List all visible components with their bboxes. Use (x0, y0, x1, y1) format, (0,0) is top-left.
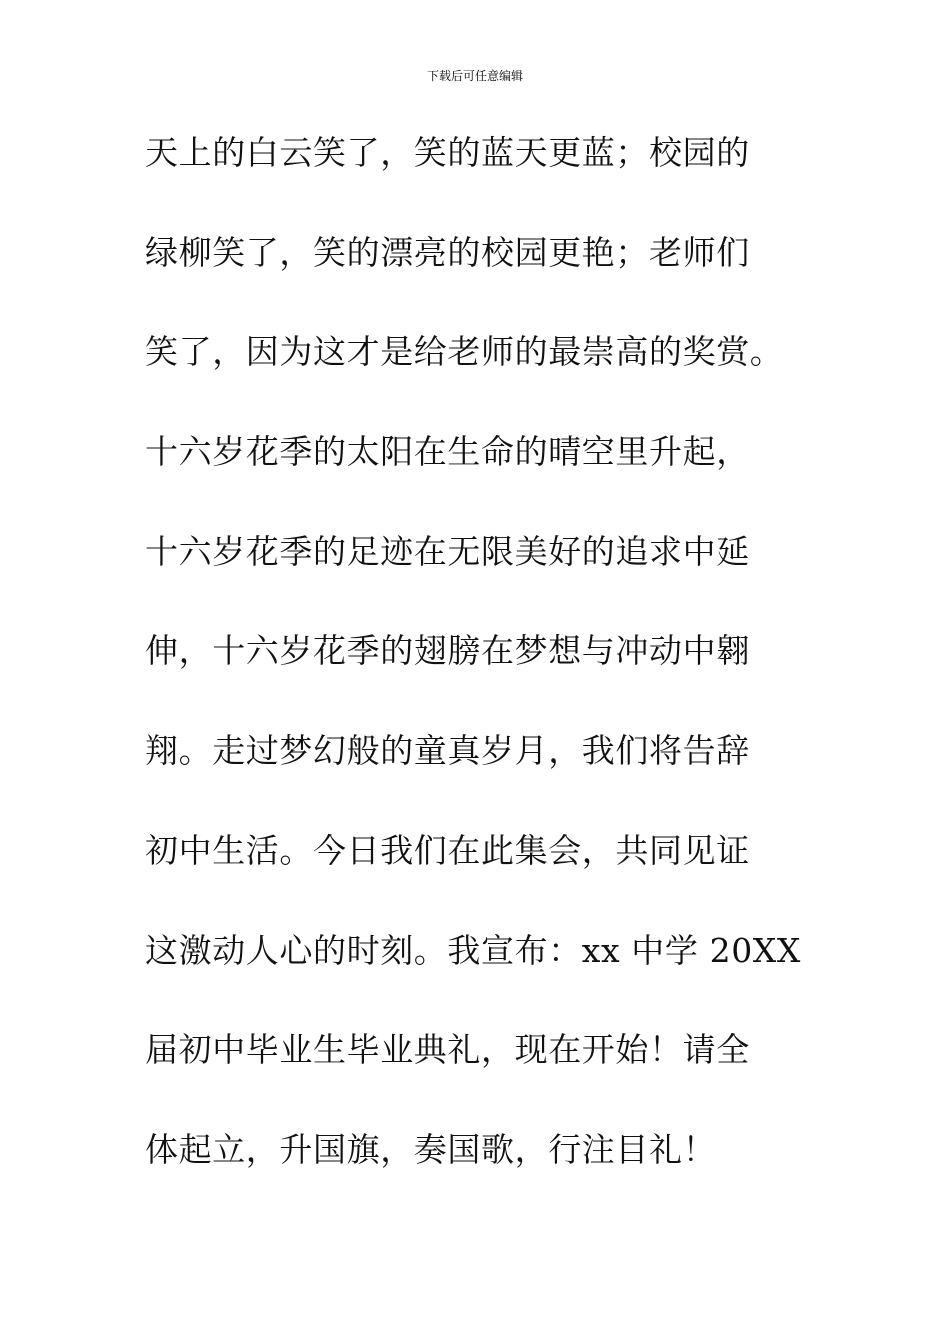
text-line: 十六岁花季的太阳在生命的晴空里升起， (145, 432, 750, 472)
text-line: 体起立，升国旗，奏国歌，行注目礼！ (145, 1129, 717, 1169)
text-line: 笑了，因为这才是给老师的最崇高的奖赏。 (145, 332, 784, 372)
header-note: 下载后可任意编辑 (426, 69, 523, 83)
text-line: 这激动人心的时刻。我宣布：xx 中学 20XX (145, 930, 801, 970)
text-line: 天上的白云笑了，笑的蓝天更蓝；校园的 (145, 133, 750, 172)
text-line: 十六岁花季的足迹在无限美好的追求中延 (145, 531, 750, 571)
document-body (145, 124, 825, 1221)
text-line: 初中生活。今日我们在此集会，共同见证 (145, 830, 750, 870)
text-line: 绿柳笑了，笑的漂亮的校园更艳；老师们 (145, 232, 750, 272)
text-line: 伸，十六岁花季的翅膀在梦想与冲动中翱 (145, 631, 750, 671)
text-line: 届初中毕业生毕业典礼，现在开始！请全 (145, 1030, 750, 1070)
text-line: 翔。走过梦幻般的童真岁月，我们将告辞 (145, 731, 750, 771)
